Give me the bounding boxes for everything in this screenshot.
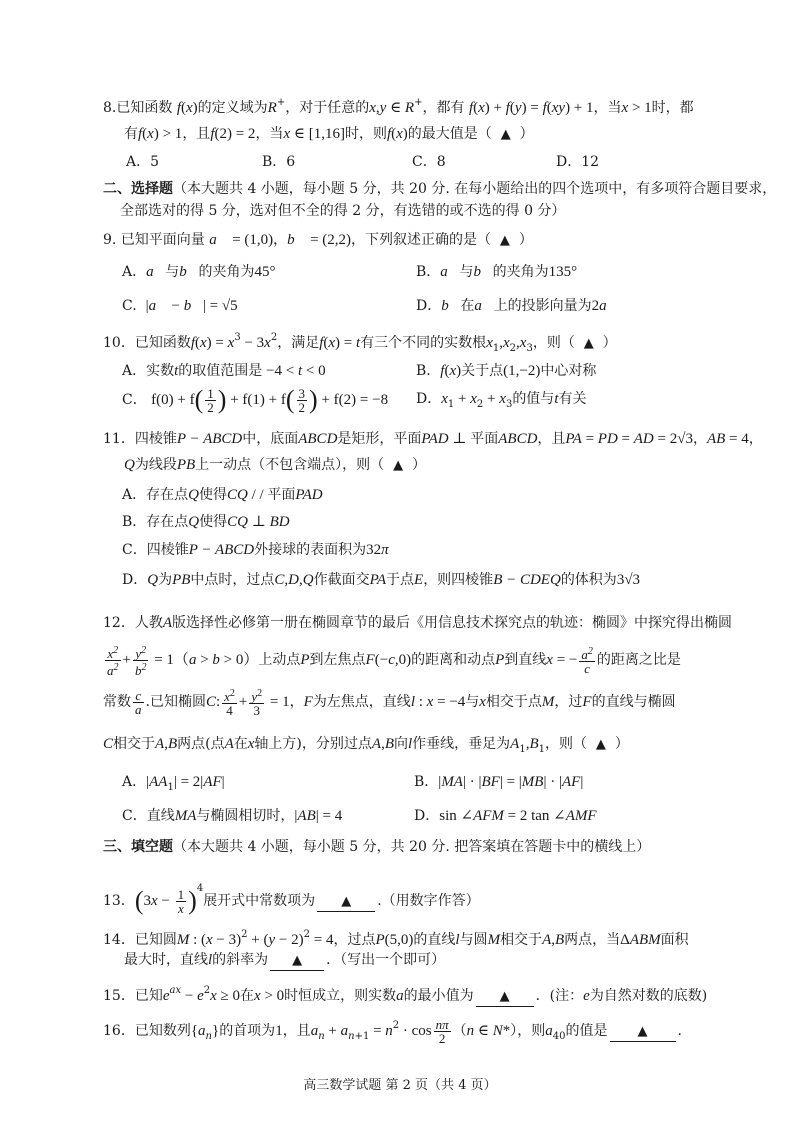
q14-line2: 最大时，直线l的斜率为 ▲ ．（写出一个即可）	[124, 949, 800, 971]
q12-stem-line2: $\frac{x^2}{a^2}$ + $\frac{y^2}{b^2}$ = 1（a > b > 0）上动点P到左焦点F(−c,0)的距离和动点P到直线x = − $\frac{a^2}{c}$ 的距离之比是	[107, 644, 681, 678]
q9-option-b: B．a⃗与b⃗的夹角为135°	[416, 264, 578, 280]
q14-answer-blank[interactable]: ▲	[270, 951, 324, 971]
q11-option-b: B．存在点Q使得CQ ⊥ BD	[122, 514, 290, 530]
q10-option-b: B．f(x)关于点(1,−2)中心对称	[416, 363, 597, 379]
page-footer: 高三数学试题 第 2 页（共 4 页）	[303, 1078, 497, 1093]
q16-answer-blank[interactable]: ▲	[610, 1022, 676, 1042]
q8-line1: 8.已知函数 f(x)的定义域为R+，对于任意的x,y ∈ R+，都有 f(x) + f(y) = f(xy) + 1，当x > 1时，都	[103, 97, 694, 116]
q8-option-c: C．8	[412, 154, 446, 170]
q9-stem: 9. 已知平面向量 a⃗ = (1,0)，b⃗ = (2,2)，下列叙述正确的是（ ▲ ）	[103, 232, 533, 248]
q16: 16．已知数列$\{a_n\}$的首项为1，且$a_n + a_{n+1} = n^2 \cdot \cos$ $\frac{n\pi}{2}$ （n ∈ N*），则$a_{40}$的值是 ▲ .	[103, 1016, 682, 1046]
q12-option-a: A．$|AA_1| = 2|AF|$	[122, 774, 225, 793]
section-3-heading: 三、填空题（本大题共 4 小题，每小题 5 分，共 20 分. 把答案填在答题卡中的横线上）	[103, 839, 651, 855]
q11-stem-line2: Q为线段PB上一动点（不包含端点），则（ ▲ ）	[124, 457, 426, 473]
q12-stem-line4: C相交于A,B两点(点A在x轴上方)，分别过点A,B向l作垂线，垂足为$A_1,B_1$，则（ ▲ ）	[103, 736, 629, 755]
q8-option-b: B．6	[262, 154, 296, 170]
q15-answer-blank[interactable]: ▲	[476, 987, 534, 1007]
section-2-heading: 二、选择题（本大题共 4 小题，每小题 5 分，共 20 分. 在每小题给出的四个选项中，有多项符合题目要求，	[103, 181, 777, 197]
q10-option-a: A．实数t的取值范围是 −4 < t < 0	[122, 363, 326, 379]
q12-option-d: D．sin ∠AFM = 2 tan ∠AMF	[414, 808, 597, 824]
q13: 13．(3x − $\frac{1}{x}$ )$^4$展开式中常数项为 ▲ .（用数字作答）	[103, 883, 480, 916]
q8-option-d: D．12	[556, 154, 600, 170]
answer-mark: ▲	[500, 127, 511, 142]
q11-option-c: C．四棱锥P − ABCD外接球的表面积为32π	[122, 542, 389, 558]
q15: 15．已知$e^{ax} - e^2x \ge 0$在x > 0时恒成立，则实数a的最小值为 ▲ ．(注：e为自然对数的底数)	[103, 980, 800, 1007]
q12-option-c: C．直线MA与椭圆相切时，|AB| = 4	[122, 808, 343, 824]
q12-stem-line3: 常数 $\frac{c}{a}$ .已知椭圆C: $\frac{x^2}{4}$ + $\frac{y^2}{3}$ = 1，F为左焦点，直线l : x = −4与x相交于点M，过F的直线与椭圆	[103, 687, 676, 718]
q14-line1: 14．已知圆M : $(x - 3)^2 + (y - 2)^2 = 4$，过点P(5,0)的直线l与圆M相交于A,B两点，当ΔABM面积	[103, 929, 689, 948]
q10-option-d: D．$x_1 + x_2 + x_3$的值与t有关	[416, 391, 587, 410]
q11-stem: 11．四棱锥P − ABCD中，底面ABCD是矩形，平面PAD ⊥ 平面ABCD，且PA = PD = AD = 2√3，AB = 4，	[103, 431, 763, 447]
q10-stem: 10．已知函数$f(x) = x^3 - 3x^2$，满足f(x) = t有三个不同的实数根$x_1,x_2,x_3$，则（ ▲ ）	[103, 332, 617, 354]
q9-option-c: C. |a⃗ − b⃗| = √5	[122, 298, 238, 314]
q8-option-a: A．5	[126, 154, 160, 170]
q9-option-a: A．a⃗与b⃗的夹角为45°	[122, 264, 276, 280]
q10-option-c: C． f(0) + f( $\frac{1}{2}$ ) + f(1) + f( $\frac{3}{2}$ ) + f(2) = −8	[122, 385, 389, 415]
q11-option-a: A．存在点Q使得CQ / / 平面PAD	[122, 487, 323, 503]
q13-answer-blank[interactable]: ▲	[317, 892, 375, 912]
section-2-rules: 全部选对的得 5 分，选对但不全的得 2 分，有选错的或不选的得 0 分）	[120, 203, 566, 219]
q12-option-b: B．|MA| · |BF| = |MB| · |AF|	[414, 774, 584, 790]
q12-stem-line1: 12．人教A版选择性必修第一册在椭圆章节的最后《用信息技术探究点的轨迹：椭圆》中探究得出椭圆	[103, 615, 732, 631]
q9-option-d: D．b⃗在a⃗上的投影向量为2a⃗	[416, 298, 619, 314]
q11-option-d: D．Q为PB中点时，过点C,D,Q作截面交PA于点E，则四棱锥B − CDEQ的体积为3√3	[122, 572, 641, 588]
q8-line2: 有f(x) > 1，且f(2) = 2，当x ∈ [1,16]时，则f(x)的最大值是（ ▲ ）	[124, 126, 534, 142]
